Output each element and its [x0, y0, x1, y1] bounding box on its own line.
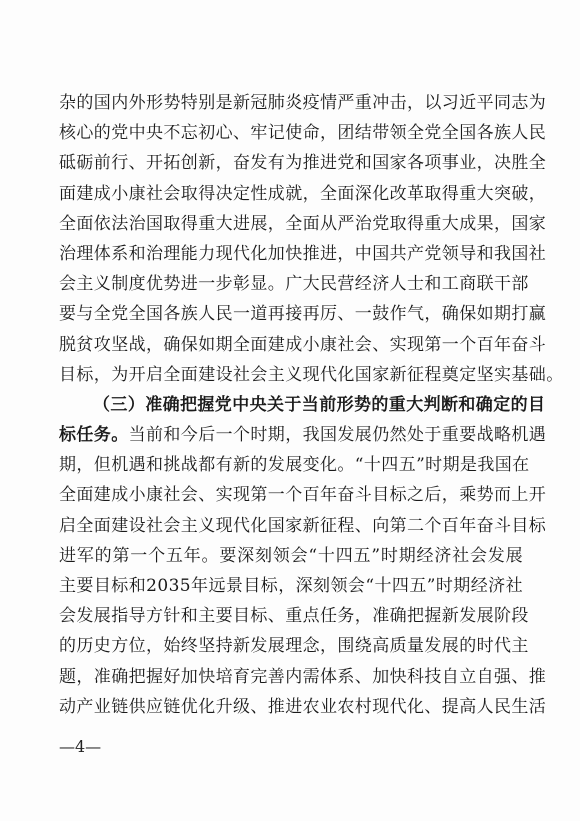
- text-line: 全面建成小康社会、实现第一个百年奋斗目标之后，乘势而上开: [59, 485, 547, 506]
- text-line: 的历史方位，始终坚持新发展理念，围绕高质量发展的时代主: [59, 636, 529, 657]
- text-line: 核心的党中央不忘初心、牢记使命，团结带领全党全国各族人民: [59, 123, 547, 144]
- text-line: [59, 420, 547, 450]
- text-line: 会主义制度优势进一步彰显。广大民营经济人士和工商联干部: [59, 274, 529, 295]
- text-line-rest: 当前和今后一个时期，我国发展仍然处于重要战略机遇: [128, 425, 547, 446]
- text-line: 会发展指导方针和主要目标、重点任务，准确把握新发展阶段: [59, 606, 529, 627]
- text-line: 题，准确把握好加快培育完善内需体系、加快科技自立自强、推: [59, 666, 547, 687]
- text-line: 要与全党全国各族人民一道再接再厉、一鼓作气，确保如期打赢: [59, 304, 547, 325]
- text-line: 脱贫攻坚战，确保如期全面建成小康社会、实现第一个百年奋斗: [59, 334, 547, 355]
- text-line: 进军的第一个五年。要深刻领会“十四五”时期经济社会发展: [59, 545, 523, 566]
- text-line: 目标，为开启全面建设社会主义现代化国家新征程奠定坚实基础。: [59, 364, 564, 385]
- body-text: [59, 88, 564, 722]
- text-line: 杂的国内外形势特别是新冠肺炎疫情严重冲击，以习近平同志为: [59, 93, 547, 113]
- text-line: 期，但机遇和挑战都有新的发展变化。“十四五”时期是我国在: [59, 455, 530, 476]
- text-line: 全面依法治国取得重大进展，全面从严治党取得重大成果，国家: [59, 213, 547, 234]
- page-number: —4—: [59, 737, 102, 756]
- text-line: 面建成小康社会取得决定性成就，全面深化改革取得重大突破，: [59, 183, 547, 204]
- section-heading: （三）准确把握党中央关于当前形势的重大判断和确定的目: [93, 394, 546, 415]
- text-line: 砥砺前行、开拓创新，奋发有为推进党和国家各项事业，决胜全: [59, 153, 547, 174]
- text-line: 主要目标和2035年远景目标，深刻领会“十四五”时期经济社: [59, 576, 523, 596]
- text-line: 启全面建设社会主义现代化国家新征程、向第二个百年奋斗目标: [59, 515, 547, 536]
- paragraph-1: [59, 88, 564, 390]
- section-heading-continued: 标任务。: [59, 425, 129, 446]
- paragraph-2: [59, 390, 547, 722]
- text-line: 治理体系和治理能力现代化加快推进，中国共产党领导和我国社: [59, 243, 547, 264]
- text-line: 动产业链供应链优化升级、推进农业农村现代化、提高人民生活: [59, 696, 547, 717]
